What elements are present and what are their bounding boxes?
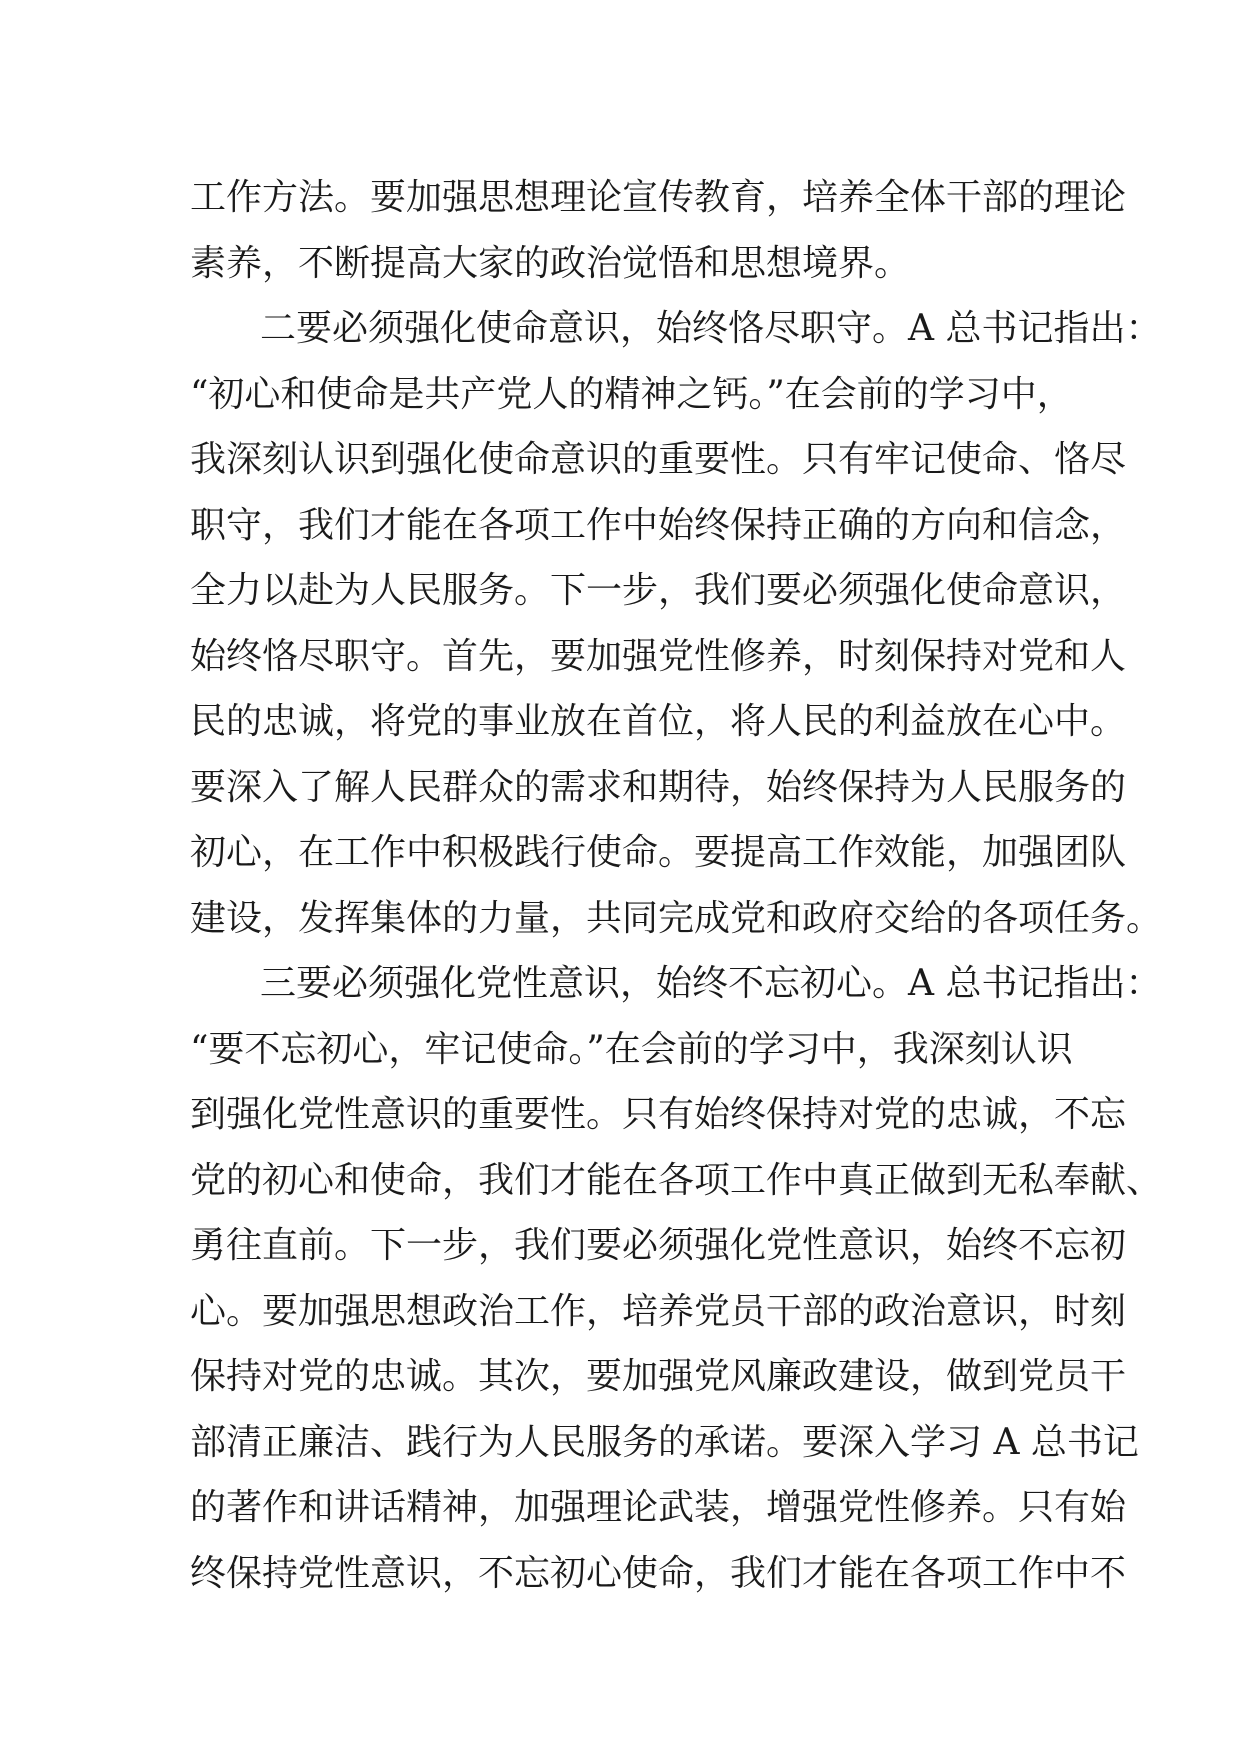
text-line: 工作方法。要加强思想理论宣传教育，培养全体干部的理论 — [190, 177, 1127, 218]
text-line: 始终恪尽职守。首先，要加强党性修养，时刻保持对党和人 — [190, 635, 1127, 677]
paragraph-start-line: 二要必须强化使命意识，始终恪尽职守。A 总书记指出： — [260, 308, 1162, 349]
paragraph-start-line: 三要必须强化党性意识，始终不忘初心。A 总书记指出： — [260, 963, 1162, 1004]
text-line: 建设，发挥集体的力量，共同完成党和政府交给的各项任务。 — [190, 897, 1163, 939]
text-line: “要不忘初心，牢记使命。”在会前的学习中，我深刻认识 — [190, 1028, 1073, 1070]
text-line: 部清正廉洁、践行为人民服务的承诺。要深入学习 A 总书记 — [190, 1421, 1139, 1463]
document-body — [190, 165, 1163, 1606]
text-line: 心。要加强思想政治工作，培养党员干部的政治意识，时刻 — [190, 1290, 1127, 1332]
text-line: 要深入了解人民群众的需求和期待，始终保持为人民服务的 — [190, 766, 1127, 808]
text-line: 勇往直前。下一步，我们要必须强化党性意识，始终不忘初 — [190, 1225, 1127, 1266]
text-line: 到强化党性意识的重要性。只有始终保持对党的忠诚，不忘 — [190, 1094, 1127, 1135]
text-line: 的著作和讲话精神，加强理论武装，增强党性修养。只有始 — [190, 1487, 1127, 1528]
text-line: 素养，不断提高大家的政治觉悟和思想境界。 — [190, 242, 911, 284]
text-line: 全力以赴为人民服务。下一步，我们要必须强化使命意识， — [190, 570, 1127, 611]
text-line: 我深刻认识到强化使命意识的重要性。只有牢记使命、恪尽 — [190, 439, 1127, 480]
text-line: 民的忠诚，将党的事业放在首位，将人民的利益放在心中。 — [190, 701, 1127, 742]
text-line: 保持对党的忠诚。其次，要加强党风廉政建设，做到党员干 — [190, 1356, 1127, 1397]
text-line: 初心，在工作中积极践行使命。要提高工作效能，加强团队 — [190, 832, 1127, 873]
text-line: 党的初心和使命，我们才能在各项工作中真正做到无私奉献、 — [190, 1159, 1163, 1201]
text-line: 终保持党性意识，不忘初心使命，我们才能在各项工作中不 — [190, 1552, 1127, 1594]
text-line: 职守，我们才能在各项工作中始终保持正确的方向和信念， — [190, 504, 1127, 546]
text-line: “初心和使命是共产党人的精神之钙。”在会前的学习中， — [190, 373, 1073, 415]
